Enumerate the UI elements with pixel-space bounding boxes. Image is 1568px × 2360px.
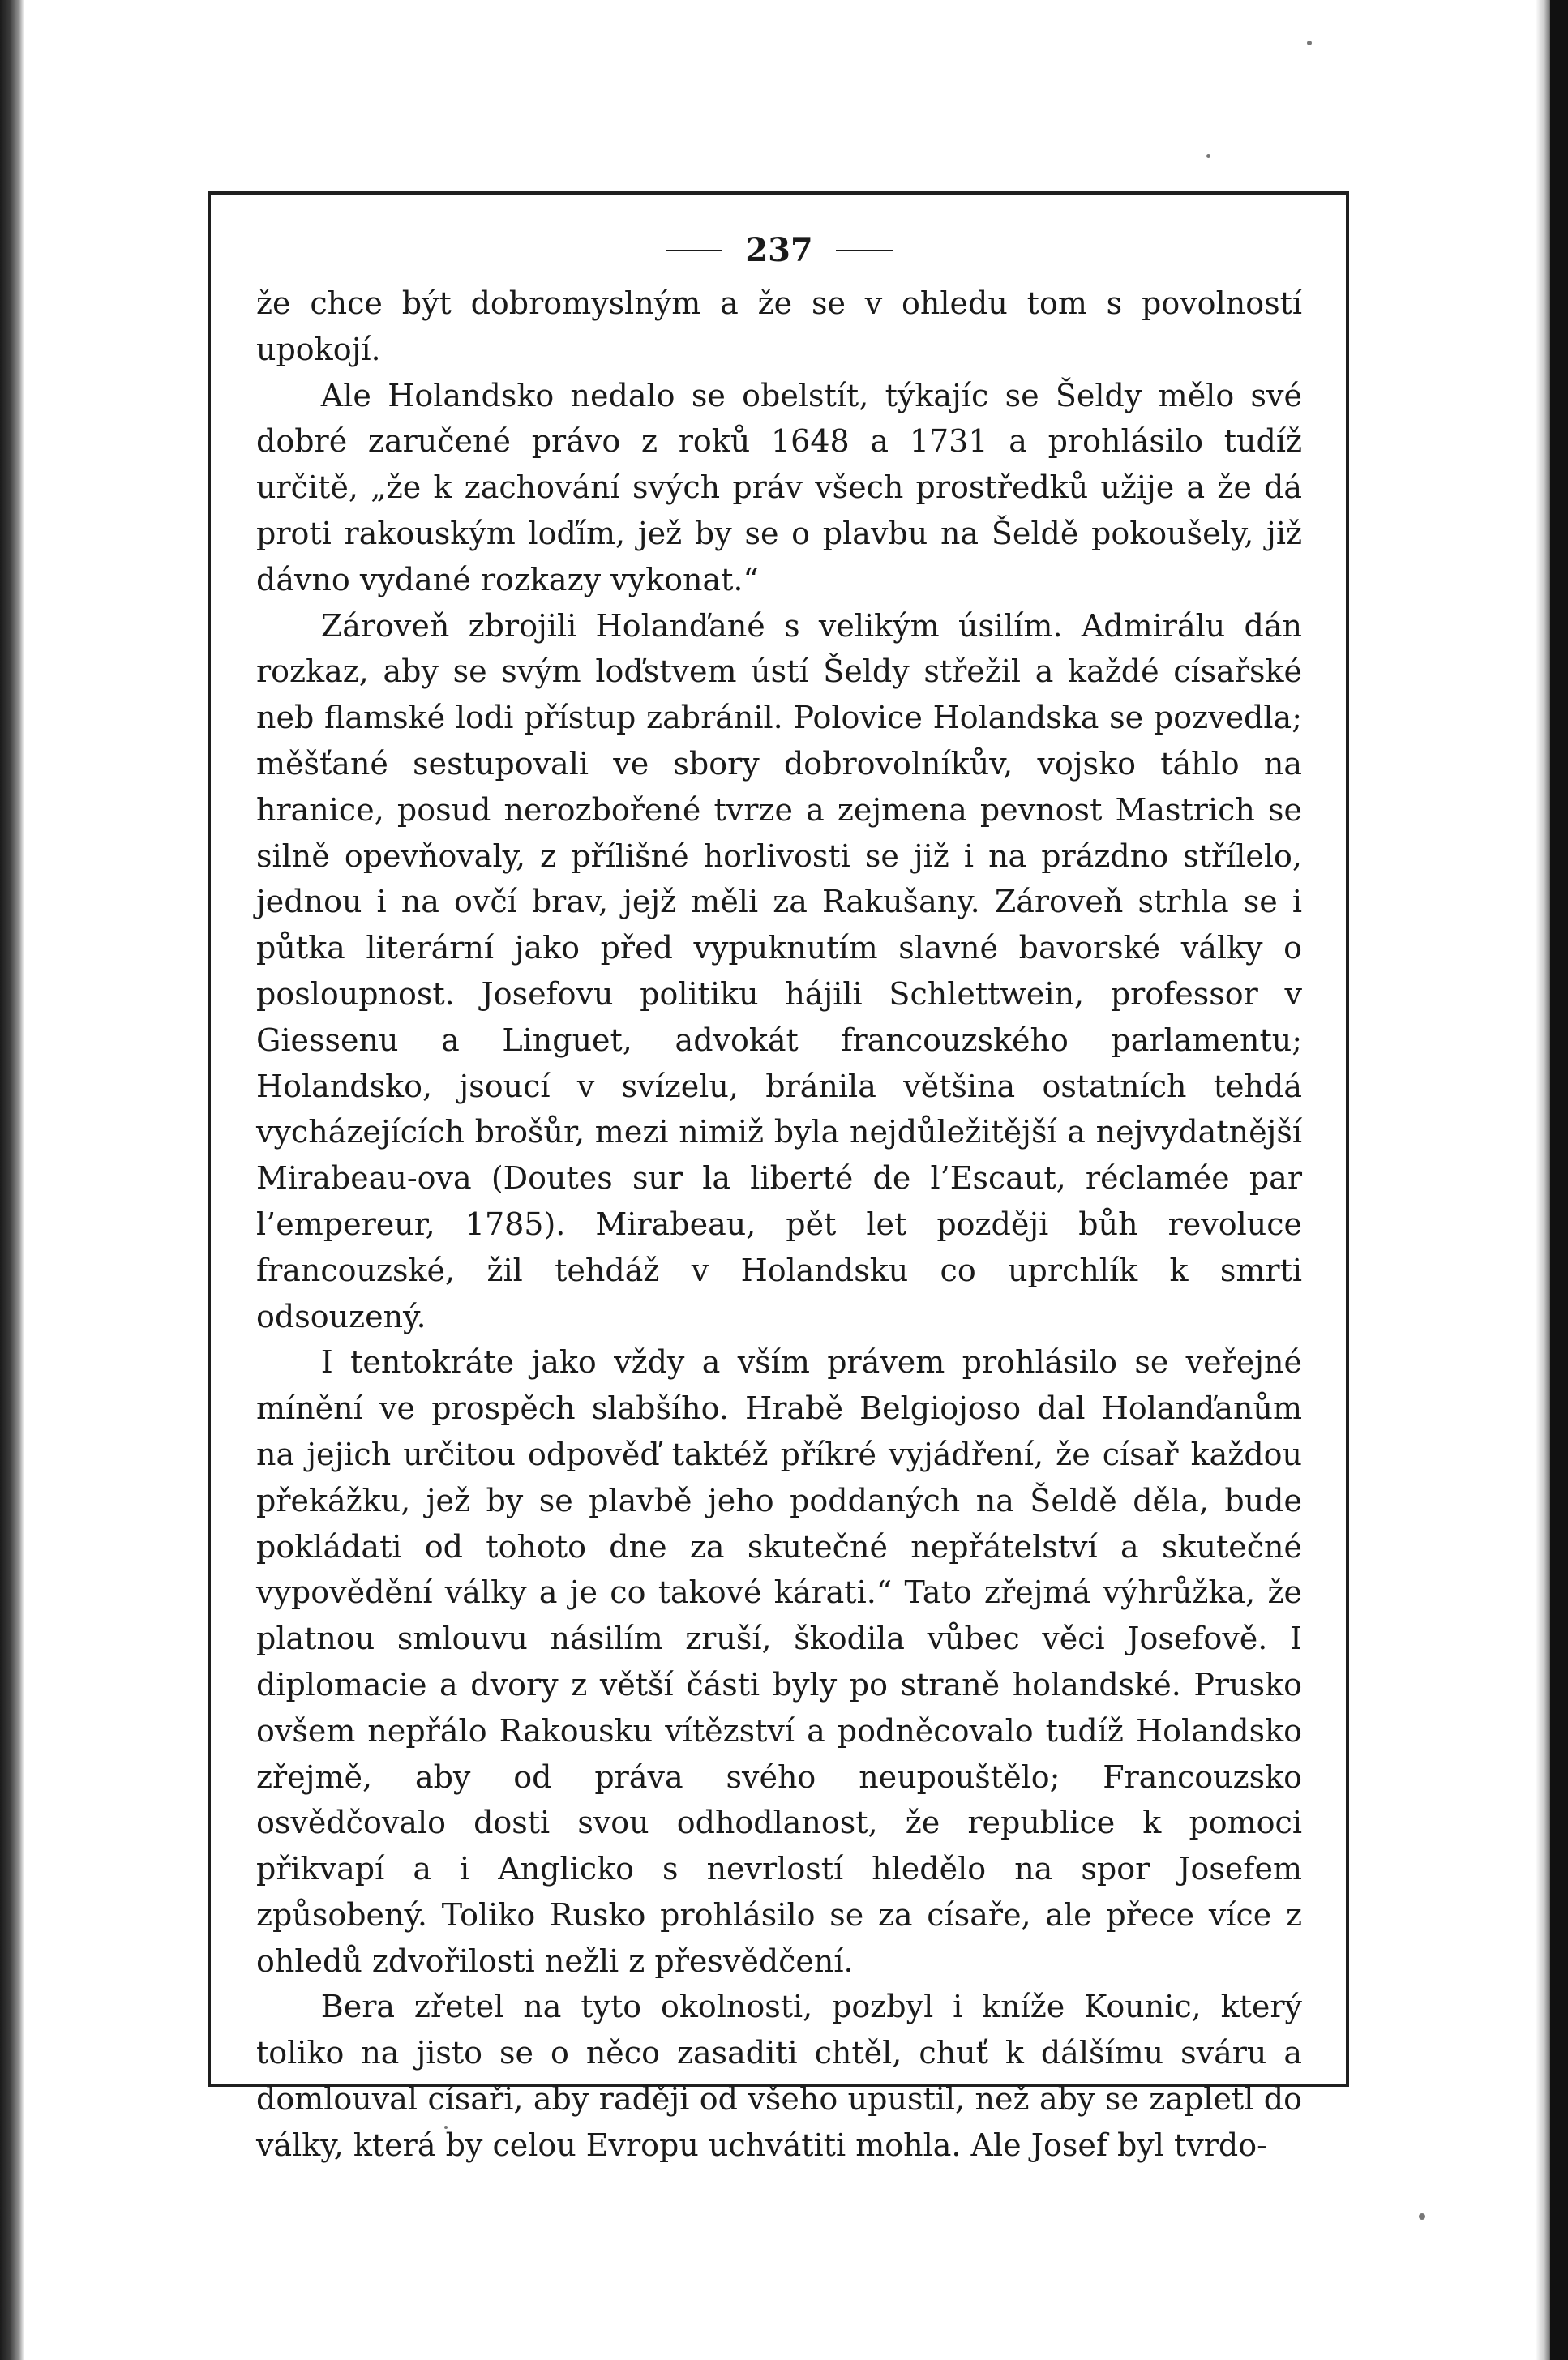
scan-speck bbox=[1419, 2213, 1425, 2220]
head-dash-right bbox=[836, 250, 893, 251]
book-gutter-shadow bbox=[0, 0, 24, 2360]
head-dash-left bbox=[666, 250, 722, 251]
scan-speck bbox=[1307, 41, 1312, 45]
scan-speck bbox=[1206, 154, 1210, 158]
scan-border-right bbox=[1550, 0, 1568, 2360]
paragraph: Bera zřetel na tyto okolnosti, pozbyl i kníže Kounic, který toliko na jisto se o něco zasaditi chtěl, chuť k dálšímu sváru a domlouval císaři, aby raději od všeho upustil, než aby se zapletl do války, která by celou Evropu uchvátiti mohla. Ale Josef byl tvrdo- bbox=[256, 1989, 1302, 2163]
paragraph: Zároveň zbrojili Holanďané s velikým úsilím. Admirálu dán rozkaz, aby se svým loďstvem ústí Šeldy střežil a každé císařské neb flamské lodi přístup zabránil. Polovice Holandska se pozvedla; měšťané sestupovali ve sbory dobrovolníkův, vojsko táhlo na hranice, posud nerozbořené tvrze a zejmena pevnost Mastrich se silně opevňovaly, z přílišné horlivosti se již i na prázdno střílelo, jednou i na ovčí brav, jejž měli za Rakušany. Zároveň strhla se i půtka literární jako před vypuknutím slavné bavorské války o posloupnost. Josefovu politiku hájili Schlettwein, professor v Giessenu a Linguet, advokát francouzského parlamentu; Holandsko, jsoucí v svízelu, bránila většina ostatních tehdá vycházejících brošůr, mezi nimiž byla nejdůležitější a nejvydatnější Mirabeau-ova (Doutes sur la liberté de l’Escaut, réclamée par l’empereur, 1785). Mirabeau, pět let později bůh revoluce francouzské, žil tehdáž v Holandsku co uprchlík k smrti odsouzený. bbox=[256, 607, 1302, 1334]
page-number: 237 bbox=[745, 231, 813, 269]
paragraph: že chce být dobromyslným a že se v ohledu tom s povolností upokojí. bbox=[256, 285, 1302, 367]
page-text bbox=[256, 229, 1302, 2169]
page-edge-shading bbox=[1536, 0, 1550, 2360]
paragraph: Ale Holandsko nedalo se obelstít, týkajíc se Šeldy mělo své dobré zaručené právo z roků 1648 a 1731 a prohlásilo tudíž určitě, „že k zachování svých práv všech prostředků užije a že dá proti rakouským loďím, jež by se o plavbu na Šeldě pokoušely, již dávno vydané rozkazy vykonat.“ bbox=[256, 377, 1302, 597]
page-frame bbox=[208, 191, 1349, 2163]
running-head bbox=[256, 229, 1302, 272]
paragraph: I tentokráte jako vždy a vším právem prohlásilo se veřejné mínění ve prospěch slabšího. Hrabě Belgiojoso dal Holanďanům na jejich určitou odpověď taktéž příkré vyjádření, že císař každou překážku, jež by se plavbě jeho poddaných na Šeldě děla, bude pokládati od tohoto dne za skutečné nepřátelství a skutečné vypovědění války a je co takové kárati.“ Tato zřejmá výhrůžka, že platnou smlouvu násilím zruší, škodila vůbec věci Josefově. I diplomacie a dvory z větší části byly po straně holandské. Prusko ovšem nepřálo Rakousku vítězství a podněcovalo tudíž Holandsko zřejmě, aby od práva svého neupouštělo; Francouzsko osvědčovalo dosti svou odhodlanost, že republice k pomoci přikvapí a i Anglicko s nevrlostí hledělo na spor Josefem způsobený. Toliko Rusko prohlásilo se za císaře, ale přece více z ohledů zdvořilosti nežli z přesvědčení. bbox=[256, 1344, 1302, 1979]
